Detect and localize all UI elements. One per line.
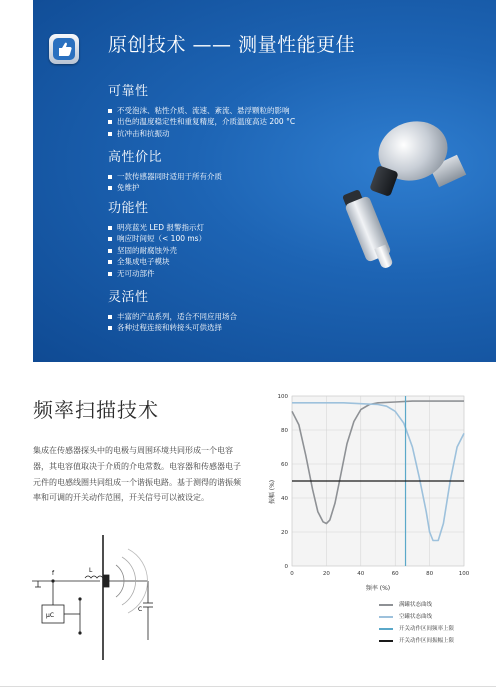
x-tick-label: 100 bbox=[458, 571, 470, 577]
list-item: 丰富的产品系列，适合不同应用场合 bbox=[108, 311, 237, 322]
list-item: 响应时间短（< 100 ms） bbox=[108, 233, 206, 244]
section-heading: 可靠性 bbox=[108, 84, 149, 99]
article-body: 集成在传感器探头中的电极与周围环境共同形成一个电容器，其电容值取决于介质的介电常数。电容器和传感器电子元件的电感线圈共同组成一个谐振电路。基于测得的谐振频率和可调的开关动作范围，开关信号可以被设定。 bbox=[33, 446, 241, 503]
legend-label: 开关动作区间频率上限 bbox=[399, 626, 455, 632]
junction-dot bbox=[78, 597, 81, 600]
label-c: C bbox=[138, 606, 143, 613]
list-item: 全集成电子模块 bbox=[108, 256, 206, 267]
inductor-coil bbox=[85, 576, 103, 578]
y-tick-label: 60 bbox=[281, 462, 288, 468]
x-tick-label: 40 bbox=[357, 571, 365, 577]
section-heading: 功能性 bbox=[108, 201, 149, 216]
section-function bbox=[108, 197, 206, 279]
label-f: f bbox=[52, 570, 55, 577]
resonant-circuit-diagram bbox=[30, 525, 190, 660]
y-axis-label: 振幅 (%) bbox=[269, 479, 276, 505]
list-item: 一款传感器同时适用于所有介质 bbox=[108, 171, 222, 182]
list-item: 免维护 bbox=[108, 182, 222, 193]
y-tick-label: 100 bbox=[277, 394, 288, 400]
section-flexibility bbox=[108, 286, 237, 334]
x-tick-label: 0 bbox=[290, 571, 294, 577]
thumbs-up-icon bbox=[53, 38, 75, 60]
list-item: 坚固的耐腐蚀外壳 bbox=[108, 245, 206, 256]
section-reliability bbox=[108, 80, 295, 139]
y-tick-label: 40 bbox=[281, 496, 288, 502]
label-l: L bbox=[89, 567, 93, 574]
y-tick-label: 80 bbox=[281, 428, 288, 434]
x-tick-label: 20 bbox=[322, 571, 330, 577]
frequency-response-chart bbox=[262, 388, 472, 598]
list-item: 抗冲击和抗振动 bbox=[108, 128, 295, 139]
y-tick-label: 0 bbox=[284, 564, 288, 570]
x-tick-label: 60 bbox=[391, 571, 399, 577]
list-item: 明亮蓝光 LED 报警指示灯 bbox=[108, 222, 206, 233]
list-item: 出色的温度稳定性和重复精度，介质温度高达 200 °C bbox=[108, 116, 295, 127]
probe-tip-image bbox=[374, 245, 393, 270]
section-cost bbox=[108, 146, 222, 194]
junction-dot bbox=[51, 579, 54, 582]
x-tick-label: 80 bbox=[426, 571, 434, 577]
legend-swatch bbox=[379, 640, 393, 642]
feature-banner bbox=[33, 0, 496, 362]
list-item: 无可动部件 bbox=[108, 268, 206, 279]
y-tick-label: 20 bbox=[281, 530, 288, 536]
probe-electrode bbox=[103, 575, 109, 587]
legend-swatch bbox=[379, 604, 393, 606]
thumbs-up-logo bbox=[49, 34, 79, 64]
banner-title: 原创技术 —— 测量性能更佳 bbox=[108, 34, 356, 56]
legend-label: 开关动作区间振幅上限 bbox=[399, 638, 455, 644]
article-heading: 频率扫描技术 bbox=[33, 398, 159, 422]
junction-dot bbox=[78, 631, 81, 634]
list-item: 各种过程连接和转接头可供选择 bbox=[108, 322, 237, 333]
label-uc: µC bbox=[46, 612, 55, 619]
legend-label: 满罐状态曲线 bbox=[399, 602, 433, 608]
legend-swatch bbox=[379, 616, 393, 618]
list-item: 不受泡沫、粘性介质、流速、紊流、悬浮颗粒的影响 bbox=[108, 105, 295, 116]
section-heading: 高性价比 bbox=[108, 150, 163, 165]
section-heading: 灵活性 bbox=[108, 290, 149, 305]
legend-label: 空罐状态曲线 bbox=[399, 614, 433, 620]
legend-swatch bbox=[379, 628, 393, 630]
x-axis-label: 频率 (%) bbox=[365, 585, 391, 592]
